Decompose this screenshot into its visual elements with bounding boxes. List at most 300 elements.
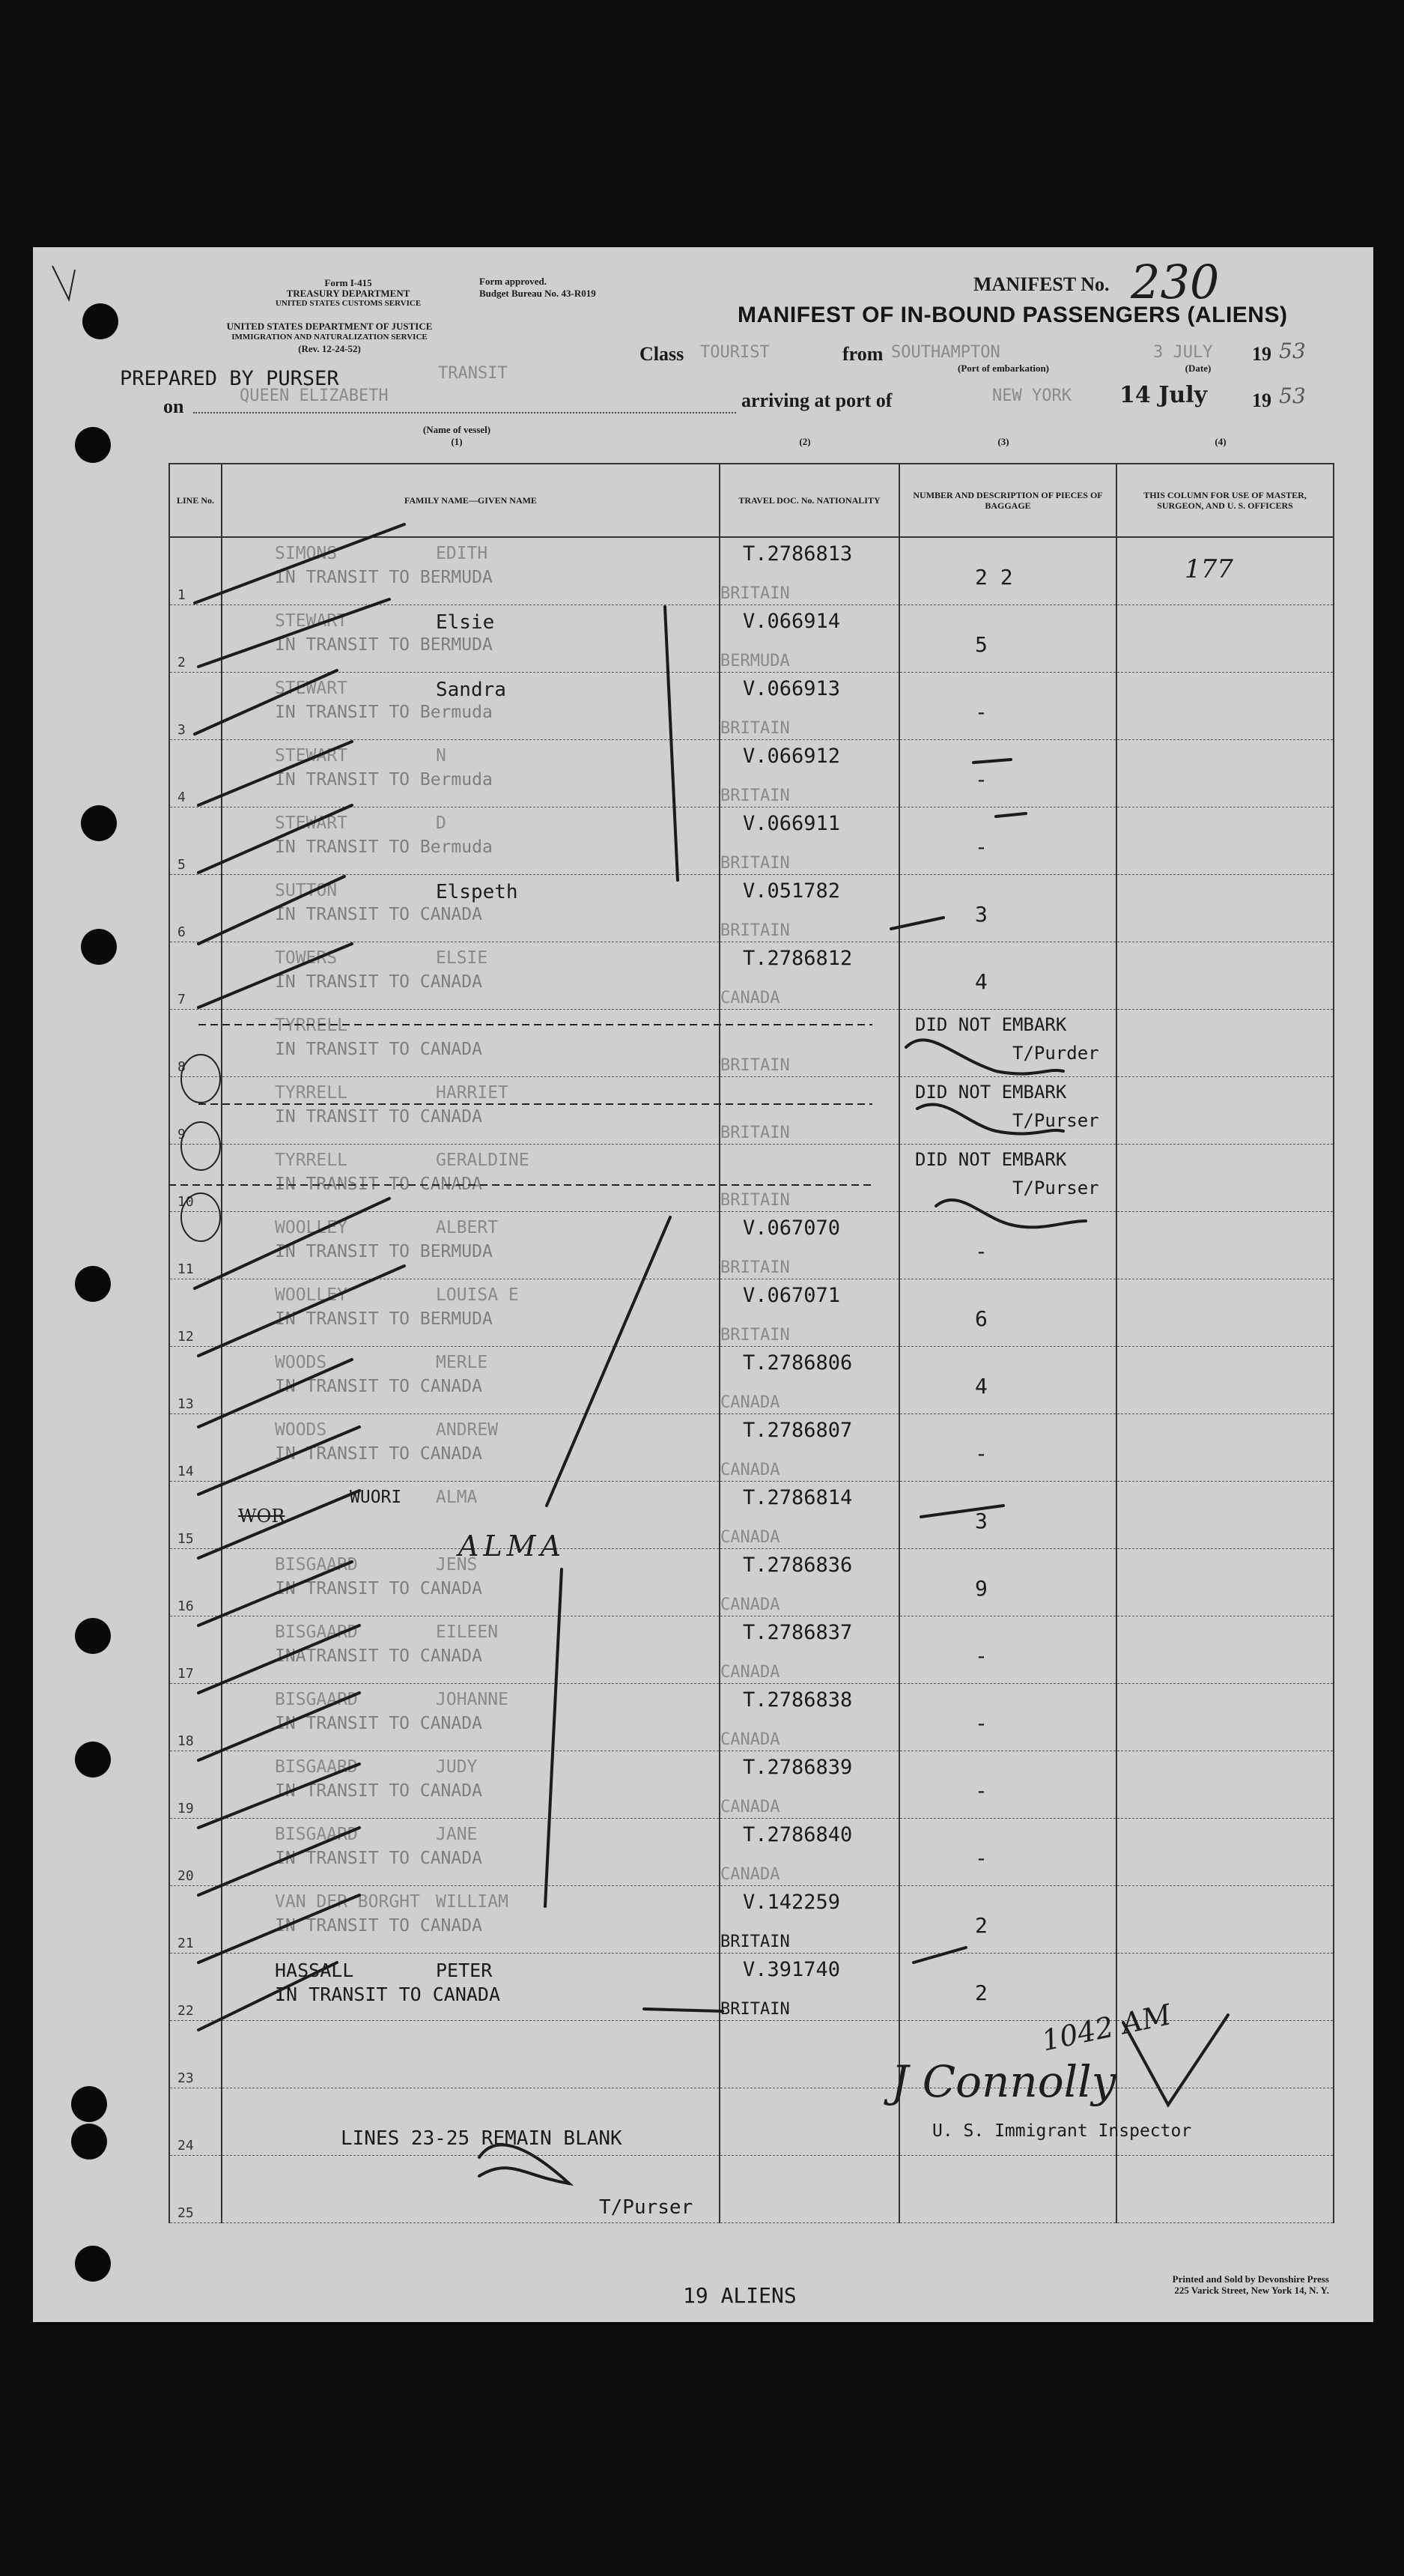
family-name: HASSALL (275, 1960, 354, 1981)
official-cell (1116, 1751, 1334, 1819)
date-caption: (Date) (1185, 363, 1212, 374)
family-name: WUORI (350, 1488, 402, 1507)
line-number: 9 (177, 1127, 186, 1142)
name-cell (222, 1954, 720, 2021)
family-name: BISGAARD (275, 1825, 358, 1844)
line-number: 12 (177, 1329, 194, 1345)
name-cell (222, 1212, 720, 1279)
table-row (169, 1482, 1334, 1549)
name-cell (222, 1010, 720, 1077)
table-row (169, 1145, 1334, 1212)
nationality: BRITAIN (720, 719, 790, 738)
family-name: STEWART (275, 611, 347, 631)
vessel-line (193, 412, 736, 413)
travel-doc-cell (720, 1549, 899, 1616)
nationality: BRITAIN (720, 1933, 790, 1951)
baggage-count: 4 (975, 969, 988, 994)
name-cell (222, 1886, 720, 1954)
manifest-no-label: MANIFEST No. (973, 273, 1110, 295)
line-number: 4 (177, 790, 186, 805)
arrival-date: 14 July (1119, 382, 1208, 408)
name-cell (222, 740, 720, 807)
baggage-count: 4 (975, 1374, 988, 1398)
inspector-label: U. S. Immigrant Inspector (932, 2121, 1192, 2141)
travel-doc-cell (720, 537, 899, 605)
baggage-cell (899, 1279, 1116, 1347)
travel-doc-cell (720, 2021, 899, 2088)
nationality: CANADA (720, 1461, 780, 1479)
year-hand-2: 53 (1279, 384, 1306, 408)
given-name: ALMA (436, 1488, 478, 1507)
nationality: CANADA (720, 1798, 780, 1816)
table-row (169, 605, 1334, 673)
line-cell (169, 1616, 222, 1684)
table-row (169, 1616, 1334, 1684)
given-name: JENS (436, 1555, 478, 1575)
embark-note: DID NOT EMBARK (915, 1082, 1067, 1103)
nationality: CANADA (720, 989, 780, 1007)
transit-destination: IN TRANSIT TO CANADA (275, 1107, 482, 1127)
given-name: N (436, 746, 446, 766)
line-number: 16 (177, 1598, 194, 1614)
prepared-by: PREPARED BY PURSER (120, 367, 339, 390)
travel-doc-number: V.066913 (743, 677, 841, 700)
nationality: CANADA (720, 1595, 780, 1614)
footer-total: 19 ALIENS (683, 2283, 797, 2308)
nationality: CANADA (720, 1730, 780, 1749)
line-cell (169, 1212, 222, 1279)
line-cell (169, 1010, 222, 1077)
transit-destination: IN TRANSIT TO CANADA (275, 1781, 482, 1801)
travel-doc-number: T.2786839 (743, 1756, 853, 1779)
name-cell (222, 673, 720, 740)
official-cell (1116, 1482, 1334, 1549)
travel-doc-number: T.2786836 (743, 1554, 853, 1577)
nationality: CANADA (720, 1528, 780, 1547)
travel-doc-cell (720, 875, 899, 942)
baggage-cell (899, 942, 1116, 1010)
table-row (169, 807, 1334, 875)
nationality: BRITAIN (720, 921, 790, 940)
travel-doc-number: T.2786837 (743, 1621, 853, 1644)
line-number: 15 (177, 1531, 194, 1547)
travel-doc-cell (720, 1279, 899, 1347)
travel-doc-number: T.2786840 (743, 1823, 853, 1846)
transit-destination: IN TRANSIT TO CANADA (275, 1175, 482, 1194)
line-cell (169, 605, 222, 673)
given-name: MERLE (436, 1353, 488, 1372)
travel-doc-number: T.2786814 (743, 1486, 853, 1509)
official-cell (1116, 807, 1334, 875)
baggage-count: - (975, 767, 988, 792)
baggage-cell (899, 1751, 1116, 1819)
baggage-cell (899, 605, 1116, 673)
line-cell (169, 807, 222, 875)
transit-destination: IN TRANSIT TO CANADA (275, 1444, 482, 1464)
line-cell (169, 1549, 222, 1616)
table-row (169, 1414, 1334, 1482)
travel-doc-cell (720, 1077, 899, 1145)
transit-destination: IN TRANSIT TO BERMUDA (275, 1242, 493, 1261)
baggage-count: 6 (975, 1306, 988, 1331)
table-row (169, 1347, 1334, 1414)
family-name: SUTTON (275, 881, 338, 900)
travel-doc-cell (720, 1684, 899, 1751)
line-cell (169, 1077, 222, 1145)
baggage-cell (899, 875, 1116, 942)
family-name: STEWART (275, 746, 347, 766)
baggage-cell (899, 1886, 1116, 1954)
given-name: D (436, 813, 446, 833)
name-cell (222, 875, 720, 942)
baggage-count: - (975, 700, 988, 724)
table-row (169, 673, 1334, 740)
transit-destination: IN TRANSIT TO CANADA (275, 1849, 482, 1868)
name-cell (222, 2021, 720, 2088)
table-row (169, 1549, 1334, 1616)
line-number: 22 (177, 2003, 194, 2019)
travel-doc-cell (720, 1751, 899, 1819)
travel-doc-number: V.142259 (743, 1891, 841, 1914)
baggage-count: - (975, 1711, 988, 1736)
name-cell (222, 1347, 720, 1414)
treasury-dept: TREASURY DEPARTMENT (286, 288, 410, 299)
name-cell (222, 1684, 720, 1751)
travel-doc-cell (720, 1414, 899, 1482)
baggage-count: - (975, 1846, 988, 1870)
col-header-baggage: NUMBER AND DESCRIPTION OF PIECES OF BAGGAGE (899, 464, 1116, 537)
official-cell (1116, 1616, 1334, 1684)
official-cell (1116, 942, 1334, 1010)
given-name: LOUISA E (436, 1285, 519, 1305)
line-number: 13 (177, 1396, 194, 1412)
official-cell (1116, 1077, 1334, 1145)
transit-stamp: TRANSIT (438, 364, 508, 383)
line-number: 2 (177, 655, 186, 670)
year-prefix-2: 19 (1252, 390, 1271, 411)
line-number: 7 (177, 992, 186, 1007)
line-cell (169, 2021, 222, 2088)
name-cell (222, 1751, 720, 1819)
travel-doc-cell (720, 1212, 899, 1279)
port-embarkation: SOUTHAMPTON (891, 343, 1000, 362)
official-cell (1116, 1212, 1334, 1279)
baggage-count: - (975, 1643, 988, 1668)
transit-destination: IN TRANSIT TO Bermuda (275, 770, 493, 790)
given-name: ANDREW (436, 1420, 499, 1440)
form-number: Form I-415 (324, 277, 372, 288)
name-cell (222, 605, 720, 673)
family-name: SIMONS (275, 544, 338, 563)
baggage-count: 3 (975, 1509, 988, 1533)
baggage-count: 9 (975, 1576, 988, 1601)
travel-doc-cell (720, 740, 899, 807)
line-cell (169, 1684, 222, 1751)
transit-destination: IN TRANSIT TO Bermuda (275, 703, 493, 722)
vessel-name: QUEEN ELIZABETH (240, 387, 389, 405)
travel-doc-cell (720, 2088, 899, 2156)
line-cell (169, 1279, 222, 1347)
table-row (169, 875, 1334, 942)
line-cell (169, 1414, 222, 1482)
line-cell (169, 2156, 222, 2223)
nationality: BRITAIN (720, 2000, 790, 2019)
punch-hole (75, 1618, 111, 1654)
table-row (169, 1751, 1334, 1819)
travel-doc-cell (720, 1886, 899, 1954)
name-cell (222, 1145, 720, 1212)
arrival-port: NEW YORK (992, 387, 1072, 405)
arriving-label: arriving at port of (741, 390, 893, 411)
given-name: Sandra (436, 679, 506, 701)
manifest-no-handwritten: 230 (1131, 255, 1220, 309)
purser-note: T/Purser (1012, 1178, 1099, 1198)
travel-doc-number: V.391740 (743, 1958, 841, 1981)
col-index-1: (1) (451, 436, 463, 447)
line-cell (169, 1482, 222, 1549)
line-number: 5 (177, 857, 186, 873)
transit-destination: IN TRANSIT TO CANADA (275, 1040, 482, 1059)
name-cell (222, 537, 720, 605)
table-row (169, 1077, 1334, 1145)
line-cell (169, 1886, 222, 1954)
nationality: BRITAIN (720, 1326, 790, 1345)
baggage-cell (899, 1482, 1116, 1549)
embark-date: 3 JULY (1153, 343, 1213, 362)
official-cell (1116, 740, 1334, 807)
baggage-count: 2 (975, 1981, 988, 2005)
nationality: BRITAIN (720, 1258, 790, 1277)
name-cell (222, 1414, 720, 1482)
line-number: 25 (177, 2205, 194, 2221)
nationality: BRITAIN (720, 854, 790, 873)
travel-doc-number: V.067070 (743, 1216, 841, 1240)
transit-destination: IN TRANSIT TO BERMUDA (275, 635, 493, 655)
line-number: 17 (177, 1666, 194, 1682)
official-cell (1116, 1886, 1334, 1954)
port-embark-caption: (Port of embarkation) (957, 363, 1050, 374)
line-number: 10 (177, 1194, 194, 1210)
line-cell (169, 537, 222, 605)
punch-hole (71, 2086, 107, 2122)
punch-hole (75, 2246, 111, 2282)
official-cell (1116, 875, 1334, 942)
table-header-row (169, 464, 1334, 537)
col-index-4: (4) (1215, 436, 1227, 447)
line-cell (169, 1145, 222, 1212)
from-label: from (842, 343, 884, 365)
given-name: ALBERT (436, 1218, 499, 1237)
official-cell (1116, 2156, 1334, 2223)
table-row (169, 2156, 1334, 2223)
given-name: WILLIAM (436, 1892, 508, 1912)
punch-hole (81, 805, 117, 841)
family-name: STEWART (275, 679, 347, 698)
col-header-name: FAMILY NAME—GIVEN NAME (222, 464, 720, 537)
nationality: BRITAIN (720, 1056, 790, 1075)
baggage-count: 2 2 (975, 565, 1013, 590)
baggage-cell (899, 740, 1116, 807)
baggage-cell (899, 1616, 1116, 1684)
baggage-cell (899, 1414, 1116, 1482)
baggage-cell (899, 1212, 1116, 1279)
given-name: ELSIE (436, 948, 488, 968)
transit-destination: IN TRANSIT TO CANADA (275, 972, 482, 992)
printer-line1: Printed and Sold by Devonshire Press (1172, 2273, 1329, 2285)
baggage-cell (899, 2156, 1116, 2223)
official-cell (1116, 1684, 1334, 1751)
given-name: JOHANNE (436, 1690, 508, 1709)
table-row (169, 1212, 1334, 1279)
line-cell (169, 1819, 222, 1886)
family-name: WOODS (275, 1353, 327, 1372)
family-name: VAN DER BORGHT (275, 1892, 420, 1912)
line-cell (169, 673, 222, 740)
form-approved: Form approved. (479, 276, 547, 287)
official-cell (1116, 673, 1334, 740)
name-cell (222, 942, 720, 1010)
given-name: EDITH (436, 544, 488, 563)
official-cell (1116, 1145, 1334, 1212)
class-label: Class (639, 343, 684, 365)
family-name: BISGAARD (275, 1757, 358, 1777)
name-cell (222, 1077, 720, 1145)
travel-doc-cell (720, 1145, 899, 1212)
baggage-count: - (975, 834, 988, 859)
alma-handwritten: ALMA (458, 1530, 566, 1563)
baggage-count: 3 (975, 902, 988, 927)
line-number: 11 (177, 1261, 194, 1277)
family-name: TYRRELL (275, 1016, 347, 1035)
punch-hole (82, 303, 118, 339)
line-number: 3 (177, 722, 186, 738)
purser-note: T/Purder (1012, 1043, 1099, 1064)
punch-hole (81, 929, 117, 965)
family-name: BISGAARD (275, 1622, 358, 1642)
travel-doc-number: V.067071 (743, 1284, 841, 1307)
baggage-cell (899, 1010, 1116, 1077)
baggage-cell (899, 673, 1116, 740)
year-prefix-1: 19 (1252, 343, 1271, 365)
travel-doc-cell (720, 2156, 899, 2223)
col-header-official: THIS COLUMN FOR USE OF MASTER, SURGEON, AND U. S. OFFICERS (1116, 464, 1334, 537)
transit-destination: IN TRANSIT TO CANADA (275, 1377, 482, 1396)
official-cell (1116, 1347, 1334, 1414)
travel-doc-number: T.2786806 (743, 1351, 853, 1375)
travel-doc-number: V.066911 (743, 812, 841, 835)
transit-destination: IN TRANSIT TO CANADA (275, 905, 482, 924)
table-row (169, 1819, 1334, 1886)
line-cell (169, 740, 222, 807)
family-name: BISGAARD (275, 1555, 358, 1575)
line-number: 23 (177, 2070, 194, 2086)
baggage-cell (899, 807, 1116, 875)
on-label: on (163, 396, 184, 417)
table-row (169, 537, 1334, 605)
transit-destination: IN TRANSIT TO CANADA (275, 1983, 501, 2005)
transit-destination: IN TRANSIT TO CANADA (275, 1714, 482, 1733)
travel-doc-number: T.2786812 (743, 947, 853, 970)
given-name: GERALDINE (436, 1151, 529, 1170)
family-name: TOWERS (275, 948, 338, 968)
travel-doc-cell (720, 1954, 899, 2021)
nationality: CANADA (720, 1663, 780, 1682)
revision: (Rev. 12-24-52) (298, 343, 361, 354)
given-name: EILEEN (436, 1622, 499, 1642)
official-cell (1116, 1819, 1334, 1886)
budget-bureau: Budget Bureau No. 43-R019 (479, 288, 596, 299)
travel-doc-cell (720, 673, 899, 740)
travel-doc-cell (720, 1819, 899, 1886)
official-mark: 177 (1185, 554, 1233, 584)
given-name: Elspeth (436, 881, 518, 903)
official-cell (1116, 1549, 1334, 1616)
travel-doc-cell (720, 807, 899, 875)
family-name: WOODS (275, 1420, 327, 1440)
line-cell (169, 1751, 222, 1819)
manifest-title: MANIFEST OF IN-BOUND PASSENGERS (ALIENS) (738, 303, 1288, 327)
transit-destination: IN TRANSIT TO CANADA (275, 1579, 482, 1598)
baggage-cell (899, 1077, 1116, 1145)
travel-doc-number: T.2786813 (743, 542, 853, 566)
table-row (169, 1010, 1334, 1077)
line-number: 24 (177, 2138, 194, 2154)
family-name: STEWART (275, 813, 347, 833)
travel-doc-cell (720, 605, 899, 673)
purser-note: T/Purser (1012, 1110, 1099, 1131)
nationality: BRITAIN (720, 1191, 790, 1210)
name-cell (222, 1819, 720, 1886)
given-name: JANE (436, 1825, 478, 1844)
baggage-cell (899, 1347, 1116, 1414)
col-index-3: (3) (997, 436, 1009, 447)
line-cell (169, 875, 222, 942)
family-name: TYRRELL (275, 1083, 347, 1103)
travel-doc-cell (720, 1010, 899, 1077)
ins-service: IMMIGRATION AND NATURALIZATION SERVICE (231, 333, 428, 342)
nationality: BRITAIN (720, 1124, 790, 1142)
punch-hole (75, 427, 111, 463)
col-header-travel-doc: TRAVEL DOC. No. NATIONALITY (720, 464, 899, 537)
passenger-table (168, 463, 1334, 2223)
baggage-cell (899, 1684, 1116, 1751)
justice-dept: UNITED STATES DEPARTMENT OF JUSTICE (226, 321, 433, 332)
transit-destination: IN TRANSIT TO BERMUDA (275, 568, 493, 587)
punch-hole (71, 2124, 107, 2160)
travel-doc-cell (720, 1347, 899, 1414)
wuori-strike-prefix: WOR (238, 1506, 285, 1527)
official-cell (1116, 537, 1334, 605)
line-number: 18 (177, 1733, 194, 1749)
official-cell (1116, 1010, 1334, 1077)
table-row (169, 740, 1334, 807)
table-row (169, 1279, 1334, 1347)
given-name: JUDY (436, 1757, 478, 1777)
name-cell (222, 1616, 720, 1684)
punch-hole (75, 1742, 111, 1778)
travel-doc-number: V.051782 (743, 879, 841, 903)
embark-note: DID NOT EMBARK (915, 1014, 1067, 1035)
travel-doc-number: T.2786807 (743, 1419, 853, 1442)
nationality: BRITAIN (720, 787, 790, 805)
baggage-cell (899, 537, 1116, 605)
baggage-cell (899, 1145, 1116, 1212)
table-row (169, 1886, 1334, 1954)
vessel-caption: (Name of vessel) (422, 424, 491, 435)
baggage-count: - (975, 1239, 988, 1264)
travel-doc-cell (720, 942, 899, 1010)
embark-note: DID NOT EMBARK (915, 1149, 1067, 1170)
